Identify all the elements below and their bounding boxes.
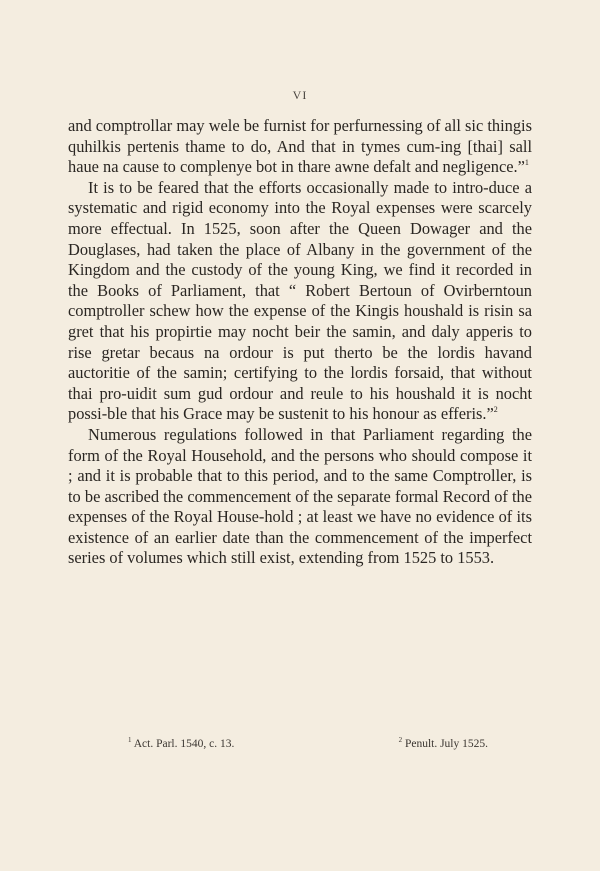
footnote-ref: 2 bbox=[493, 405, 498, 415]
paragraph bbox=[68, 178, 532, 425]
body-text bbox=[68, 116, 532, 569]
footnote-text: Penult. July 1525. bbox=[404, 738, 488, 750]
footnote bbox=[128, 738, 234, 750]
footnote-text: Act. Parl. 1540, c. 13. bbox=[133, 738, 235, 750]
footnote-mark: 1 bbox=[128, 736, 132, 744]
paragraph-text: It is to be feared that the efforts occasionally made to intro-duce a systematic and rigid economy into the Royal expenses were scarcely more effectual. In 1525, soon after the Queen Dowager and the Douglases, had taken the place of Albany in the government of the Kingdom and the custody of the young King, we find it recorded in the Books of Parliament, that “ Robert Bertoun of Ovirberntoun comptroller schew how the expense of the Kingis houshald is risin sa gret that his propirtie may nocht beir the samin, and daly apperis to rise gretar becaus na ordour is put therto be the lordis havand auctoritie of the samin; certifying to the lordis forsaid, that without thai pro-uidit sum gud ordour and reule to his houshald it is nocht possi-ble that his Grace may be sustenit to his honour as efferis.” bbox=[68, 177, 532, 424]
footnote-mark: 2 bbox=[398, 736, 403, 744]
paragraph-text: and comptrollar may wele be furnist for perfurnessing of all sic thingis quhilkis pertenis thame to do, And that in tymes cum-ing [thai] sall haue na cause to complenye bot in thare awne defalt and negligence.” bbox=[68, 116, 532, 177]
paragraph bbox=[68, 116, 532, 178]
footnote bbox=[399, 738, 488, 750]
paragraph bbox=[68, 425, 532, 569]
footnotes bbox=[128, 738, 488, 750]
paragraph-text: Numerous regulations followed in that Parliament regarding the form of the Royal Household, and the persons who should compose it ; and it is probable that to this period, and to the same Comptroller, is to be ascribed the commencement of the separate formal Record of the expenses of the Royal House-hold ; at least we have no evidence of its existence of an earlier date than the commencement of the imperfect series of volumes which still exist, extending from 1525 to 1553. bbox=[68, 424, 532, 568]
page-number: VI bbox=[292, 88, 308, 102]
footnote-ref: 1 bbox=[524, 158, 529, 168]
